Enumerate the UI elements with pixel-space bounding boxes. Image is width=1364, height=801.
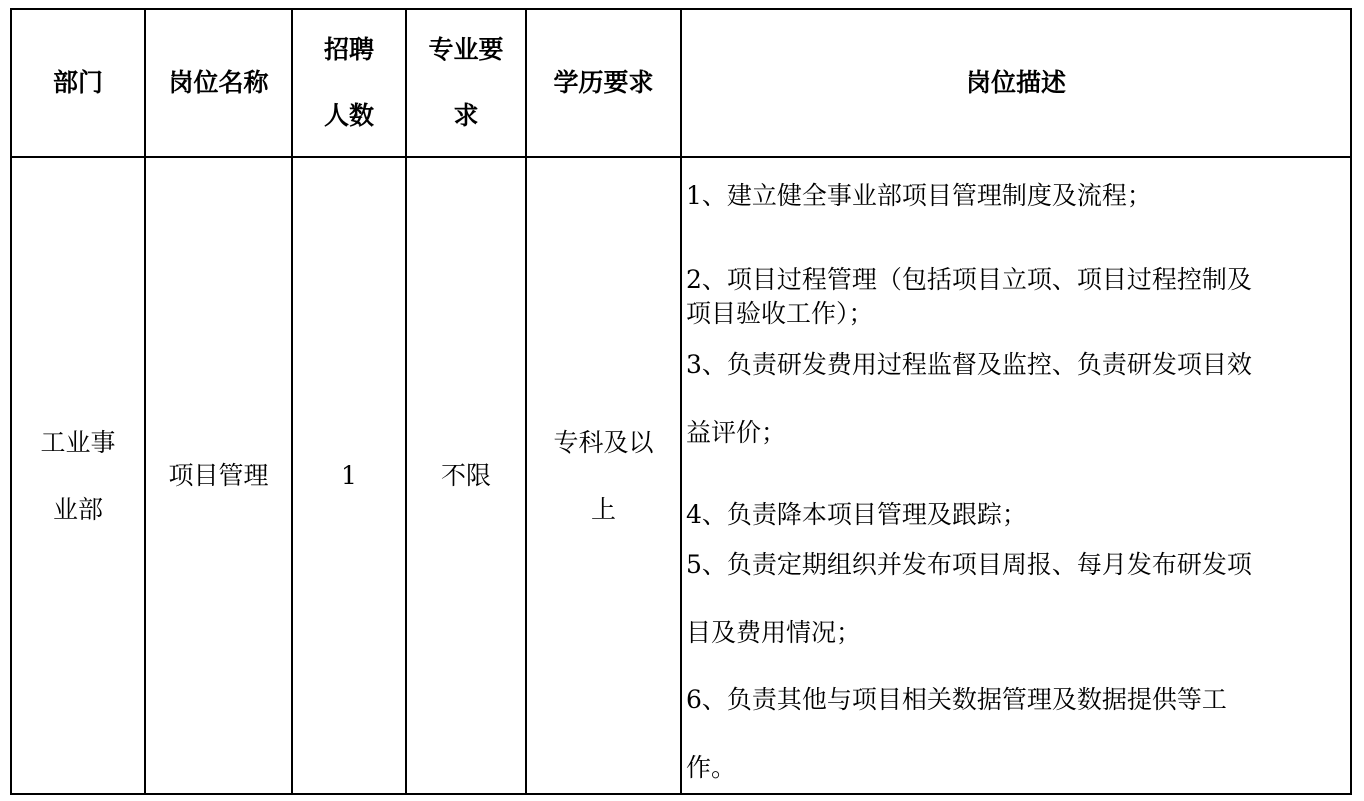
- header-count-line2: 人数: [323, 101, 374, 130]
- cell-major-value: 不限: [440, 461, 491, 490]
- header-dept: [12, 10, 144, 156]
- cell-count-value: 1: [341, 461, 357, 490]
- header-major: [407, 10, 525, 156]
- cell-education-line1: 专科及以: [553, 427, 654, 457]
- header-major-line1: 专业要: [428, 35, 504, 64]
- cell-dept-line2: 业部: [52, 494, 103, 524]
- cell-dept: [12, 158, 144, 793]
- desc-line: 1、建立健全事业部项目管理制度及流程；: [686, 181, 1152, 210]
- desc-line: 4、负责降本项目管理及跟踪；: [686, 500, 1027, 529]
- desc-line: 6、负责其他与项目相关数据管理及数据提供等工: [686, 685, 1227, 714]
- recruitment-table: [10, 8, 1352, 795]
- desc-line: 3、负责研发费用过程监督及监控、负责研发项目效: [686, 350, 1252, 379]
- desc-line: 5、负责定期组织并发布项目周报、每月发布研发项: [686, 550, 1252, 579]
- desc-line: 作。: [686, 753, 737, 782]
- cell-major: [407, 158, 525, 793]
- cell-count: [293, 158, 405, 793]
- header-count-line1: 招聘: [323, 35, 374, 64]
- desc-line: 益评价；: [686, 418, 787, 447]
- desc-line: 目及费用情况；: [686, 618, 862, 647]
- header-count: [293, 10, 405, 156]
- desc-line: 项目验收工作）；: [686, 299, 874, 328]
- header-dept-label: 部门: [52, 68, 103, 97]
- header-position: [146, 10, 291, 156]
- desc-line: 2、项目过程管理（包括项目立项、项目过程控制及: [686, 265, 1252, 294]
- cell-education-line2: 上: [590, 494, 616, 524]
- header-description: [682, 10, 1350, 156]
- header-education-label: 学历要求: [553, 68, 654, 97]
- header-description-label: 岗位描述: [965, 68, 1066, 97]
- header-education: [527, 10, 680, 156]
- cell-dept-line1: 工业事: [40, 427, 116, 457]
- header-position-label: 岗位名称: [168, 68, 269, 97]
- cell-education: [527, 158, 680, 793]
- cell-position: [146, 158, 291, 793]
- cell-position-label: 项目管理: [168, 461, 269, 490]
- header-major-line2: 求: [453, 101, 479, 130]
